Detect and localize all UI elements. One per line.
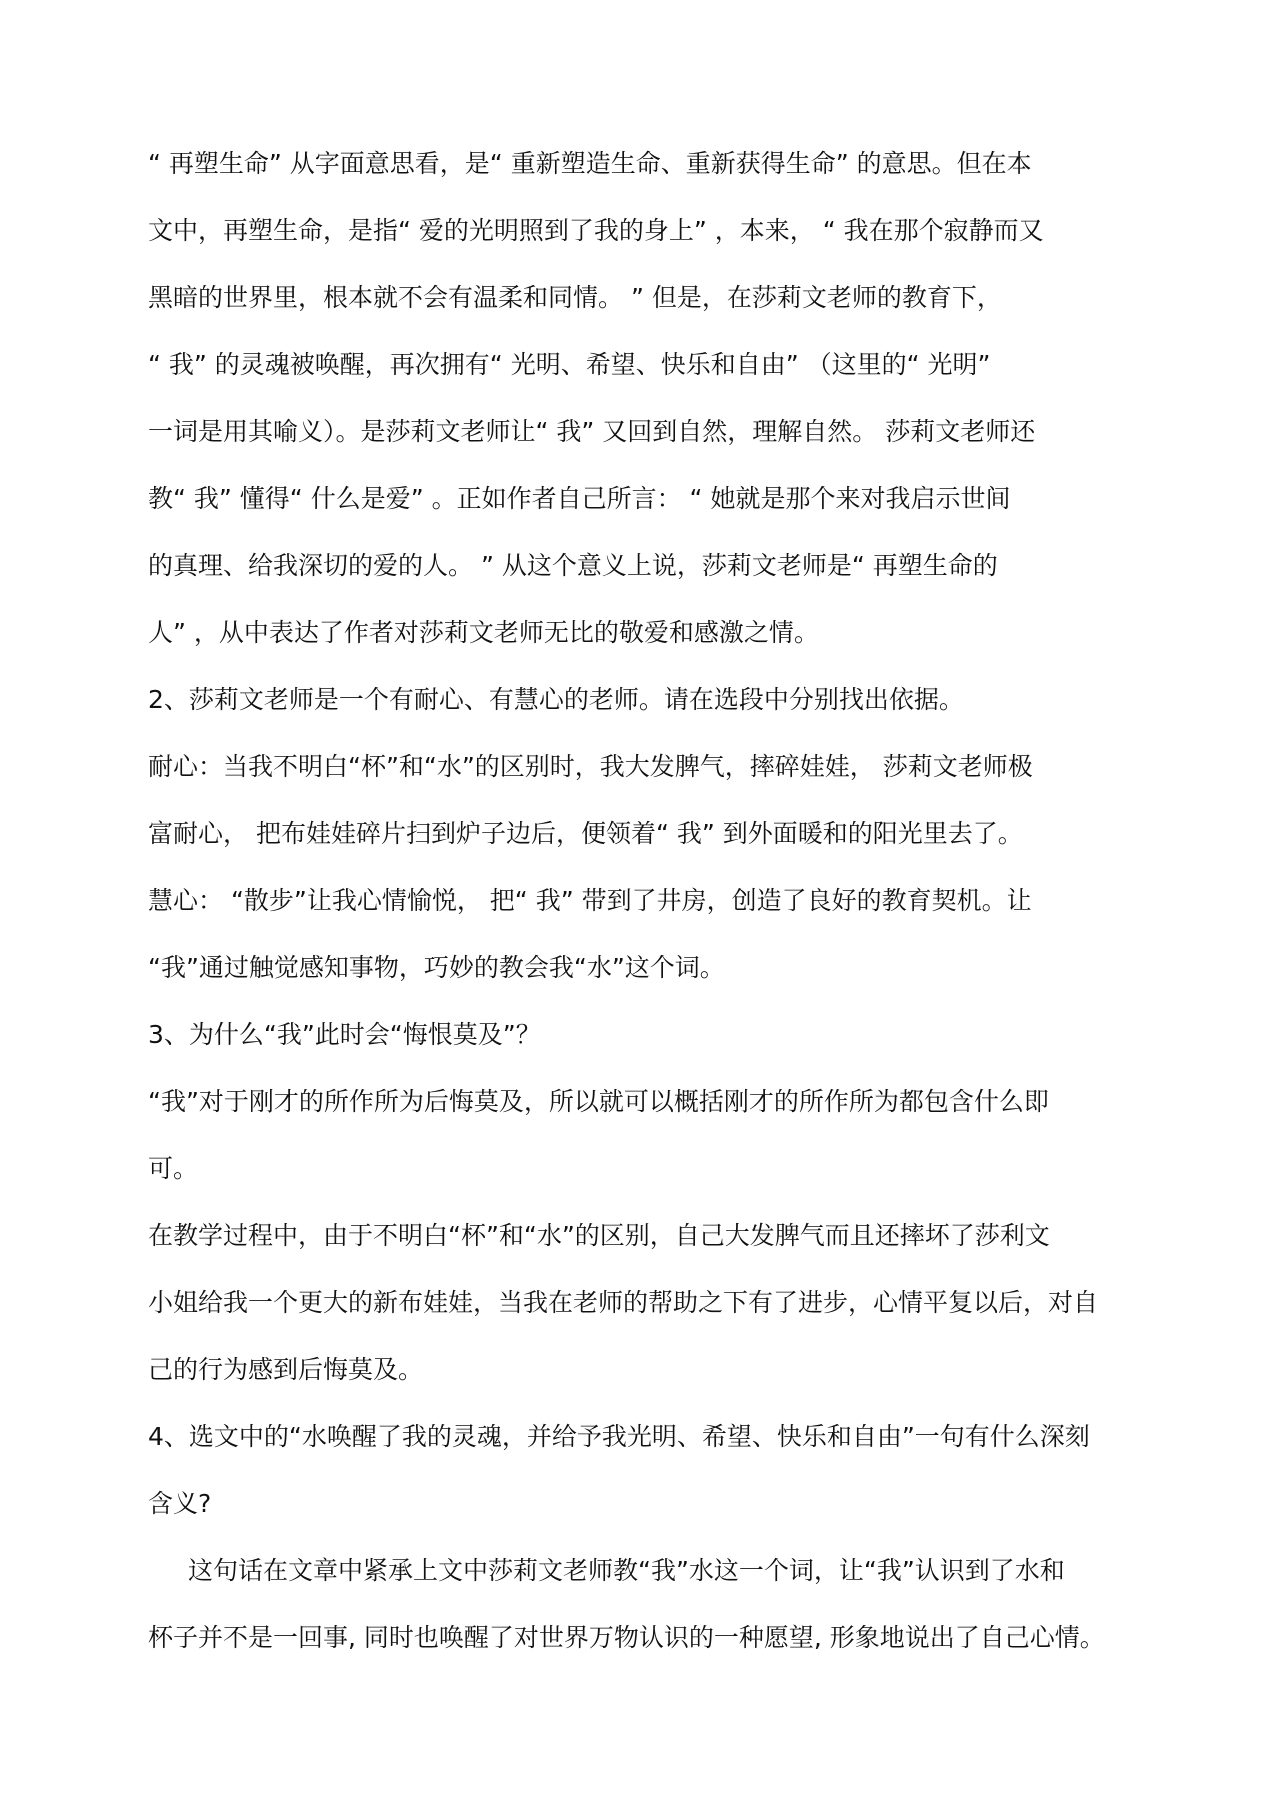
text-line: 一词是用其喻义）。是莎莉文老师让“ 我” 又回到自然，理解自然。 莎莉文老师还 [148, 417, 1036, 446]
text-line: 慧心： “散步”让我心情愉悦， 把“ 我” 带到了井房，创造了良好的教育契机。让 [148, 886, 1032, 915]
text-line: 黑暗的世界里，根本就不会有温柔和同情。 ” 但是，在莎莉文老师的教育下， [148, 283, 1002, 312]
paragraph-answer-2-wisdom [148, 867, 1138, 1001]
text-line: “ 再塑生命” 从字面意思看，是“ 重新塑造生命、重新获得生命” 的意思。但在本 [148, 149, 1032, 178]
text-line: 杯子并不是一回事, 同时也唤醒了对世界万物认识的一种愿望, 形象地说出了自己心情。 [148, 1623, 1105, 1652]
text-line: 2、莎莉文老师是一个有耐心、有慧心的老师。请在选段中分别找出依据。 [148, 685, 964, 714]
text-line: “我”对于刚才的所作所为后悔莫及，所以就可以概括刚才的所作所为都包含什么即 [148, 1087, 1049, 1116]
paragraph-question-4 [148, 1403, 1138, 1537]
text-line: “我”通过触觉感知事物，巧妙的教会我“水”这个词。 [148, 953, 725, 982]
text-line: 人” ，从中表达了作者对莎莉文老师无比的敬爱和感激之情。 [148, 618, 819, 647]
text-line: 文中，再塑生命，是指“ 爱的光明照到了我的身上” ，本来， “ 我在那个寂静而又 [148, 216, 1044, 245]
paragraph-answer-4 [148, 1537, 1138, 1671]
text-line: 富耐心， 把布娃娃碎片扫到炉子边后，便领着“ 我” 到外面暖和的阳光里去了。 [148, 819, 1023, 848]
text-line: 3、为什么“我”此时会“悔恨莫及”？ [148, 1020, 541, 1049]
text-line-content: 这句话在文章中紧承上文中莎莉文老师教“我”水这一个词，让“我”认识到了水和 [188, 1556, 1065, 1585]
text-line: 可。 [148, 1154, 199, 1183]
text-line: 教“ 我” 懂得“ 什么是爱” 。正如作者自己所言： “ 她就是那个来对我启示世间 [148, 484, 1011, 513]
paragraph-answer-3-hint [148, 1068, 1138, 1202]
text-line: 耐心：当我不明白“杯”和“水”的区别时，我大发脾气，摔碎娃娃， 莎莉文老师极 [148, 752, 1033, 781]
text-line: 4、选文中的“水唤醒了我的灵魂，并给予我光明、希望、快乐和自由”一句有什么深刻 [148, 1422, 1090, 1451]
text-line: 小姐给我一个更大的新布娃娃，当我在老师的帮助之下有了进步，心情平复以后，对自 [148, 1288, 1099, 1317]
document-body [148, 130, 1138, 1671]
paragraph-question-3 [148, 1001, 1138, 1068]
paragraph-question-2 [148, 666, 1138, 733]
text-line: 的真理、给我深切的爱的人。 ” 从这个意义上说，莎莉文老师是“ 再塑生命的 [148, 551, 998, 580]
paragraph-answer-3 [148, 1202, 1138, 1403]
text-line: 己的行为感到后悔莫及。 [148, 1355, 424, 1384]
text-line [148, 1537, 1138, 1604]
text-line: 含义? [148, 1489, 212, 1518]
text-line: “ 我” 的灵魂被唤醒，再次拥有“ 光明、希望、快乐和自由” （这里的“ 光明” [148, 350, 991, 379]
paragraph-answer-1 [148, 130, 1138, 666]
paragraph-answer-2-patience [148, 733, 1138, 867]
text-line: 在教学过程中，由于不明白“杯”和“水”的区别，自己大发脾气而且还摔坏了莎利文 [148, 1221, 1050, 1250]
